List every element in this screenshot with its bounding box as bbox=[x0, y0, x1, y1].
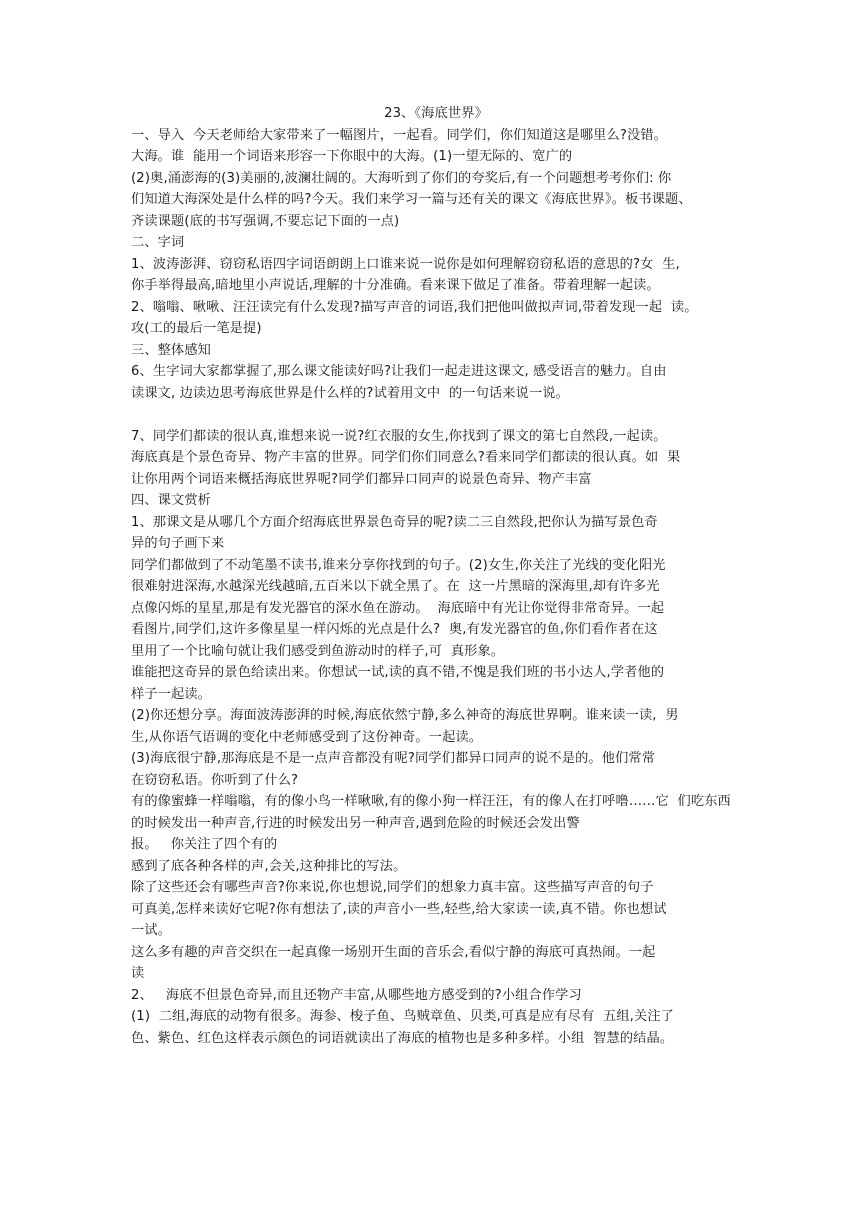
text-line: 海底真是个景色奇异、物产丰富的世界。同学们你们同意么?看来同学们都读的很认真。如 果 bbox=[131, 450, 681, 465]
text-line: (1) 二组,海底的动物有很多。海参、梭子鱼、鸟贼章鱼、贝类,可真是应有尽有 五组,关注了 bbox=[131, 1009, 675, 1024]
text-line: 样子一起读。 bbox=[131, 686, 212, 702]
document-lines bbox=[131, 125, 741, 1050]
text-line: (2)你还想分享。海面波涛澎湃的时候,海底依然宁静,多么神奇的海底世界啊。谁来读一读, 男 bbox=[131, 708, 679, 723]
text-line: 读 bbox=[131, 966, 145, 981]
text-line: 6、生字词大家都掌握了,那么课文能读好吗?让我们一起走进这课文, 感受语言的魅力。自由 bbox=[131, 364, 667, 379]
text-line: 四、课文赏析 bbox=[131, 493, 212, 508]
text-line: 可真美,怎样来读好它呢?你有想法了,读的声音小一些,轻些,给大家读一读,真不错。你也想试 bbox=[131, 901, 667, 917]
text-line bbox=[131, 404, 741, 426]
document-body bbox=[131, 103, 741, 1049]
text-line: 色、紫色、红色这样表示颜色的词语就读出了海底的植物也是多种多样。小组 智慧的结晶。 bbox=[131, 1030, 674, 1046]
text-line: 1、那课文是从哪几个方面介绍海底世界景色奇异的呢?读二三自然段,把你认为描写景色奇 bbox=[131, 514, 658, 530]
text-line: 看图片,同学们,这许多像星星一样闪烁的光点是什么? 奥,有发光器官的鱼,你们看作者在这 bbox=[131, 622, 658, 637]
text-line: 7、同学们都读的很认真,谁想来说一说?红衣服的女生,你找到了课文的第七自然段,一起读。 bbox=[131, 428, 667, 444]
text-line: 在窃窃私语。你听到了什么? bbox=[131, 772, 299, 788]
text-line: 一、导入 今天老师给大家带来了一幅图片，一起看。同学们，你们知道这是哪里么?没错。 bbox=[131, 127, 667, 143]
text-line: 这么多有趣的声音交织在一起真像一场别开生面的音乐会,看似宁静的海底可真热闹。一起 bbox=[131, 944, 656, 960]
text-line: 们知道大海深处是什么样的吗?今天。我们来学习一篇与还有关的课文《海底世界》。板书课题、 bbox=[131, 192, 692, 207]
text-line: 让你用两个词语来概括海底世界呢?同学们都异口同声的说景色奇异、物产丰富 bbox=[131, 471, 592, 487]
text-line: 三、整体感知 bbox=[131, 342, 212, 358]
text-line: 异的句子画下来 bbox=[131, 536, 225, 551]
text-line: 生,从你语气语调的变化中老师感受到了这份神奇。一起读。 bbox=[131, 729, 483, 745]
text-line: 谁能把这奇异的景色给读出来。你想试一试,读的真不错,不愧是我们班的书小达人,学者他的 bbox=[131, 665, 665, 680]
text-line: 点像闪烁的星星,那是有发光器官的深水鱼在游动。 海底暗中有光让你觉得非常奇异。一起 bbox=[131, 600, 665, 616]
text-line: 除了这些还会有哪些声音?你来说,你也想说,同学们的想象力真丰富。这些描写声音的句子 bbox=[131, 880, 654, 895]
text-line: (3)海底很宁静,那海底是不是一点声音都没有呢?同学们都异口同声的说不是的。他们常常 bbox=[131, 751, 656, 766]
text-line: 一试。 bbox=[131, 923, 172, 938]
text-line: 2、嗡嗡、啾啾、汪汪读完有什么发现?描写声音的词语,我们把他叫做拟声词,带着发现一起 读。 bbox=[131, 299, 698, 315]
text-line: 攻(工的最后一笔是提) bbox=[131, 321, 262, 336]
text-line: 大海。谁 能用一个词语来形容一下你眼中的大海。(1)一望无际的、宽广的 bbox=[131, 149, 573, 164]
text-line: 齐读课题(底的书写强调,不要忘记下面的一点) bbox=[131, 213, 400, 229]
text-line: 二、字词 bbox=[131, 235, 185, 250]
text-line: 有的像蜜蜂一样嗡嗡，有的像小鸟一样啾啾,有的像小狗一样汪汪，有的像人在打呼噜……它 们吃东西的时候发出一种声音,行进的时候发出另一种声音,遇到危险的时候还会发出警 bbox=[131, 794, 731, 831]
text-line: 1、波涛澎湃、窃窃私语四字词语朗朗上口谁来说一说你是如何理解窃窃私语的意思的?女 生, bbox=[131, 256, 680, 272]
text-line: 2、 海底不但景色奇异,而且还物产丰富,从哪些地方感受到的?小组合作学习 bbox=[131, 987, 582, 1003]
text-line: 同学们都做到了不动笔墨不读书,谁来分享你找到的句子。(2)女生,你关注了光线的变化阳光 bbox=[131, 557, 666, 573]
text-line: 读课文, 边读边思考海底世界是什么样的?试着用文中 的一句话来说一说。 bbox=[131, 385, 569, 401]
document-title: 23、《海底世界》 bbox=[384, 106, 488, 121]
text-line: 报。 你关注了四个有的 bbox=[131, 837, 278, 852]
text-line: 很难射进深海,水越深光线越暗,五百米以下就全黑了。在 这一片黑暗的深海里,却有许多光 bbox=[131, 579, 660, 594]
text-line: 你手举得最高,暗地里小声说话,理解的十分准确。看来课下做足了准备。带着理解一起读。 bbox=[131, 278, 660, 293]
text-line: 里用了一个比喻句就让我们感受到鱼游动时的样子,可 真形象。 bbox=[131, 643, 505, 659]
text-line: 感到了底各种各样的声,会关,这种排比的写法。 bbox=[131, 858, 407, 874]
text-line: (2)奥,涌澎海的(3)美丽的,波澜壮阔的。大海听到了你们的夸奖后,有一个问题想考考你们: 你 bbox=[131, 170, 672, 186]
